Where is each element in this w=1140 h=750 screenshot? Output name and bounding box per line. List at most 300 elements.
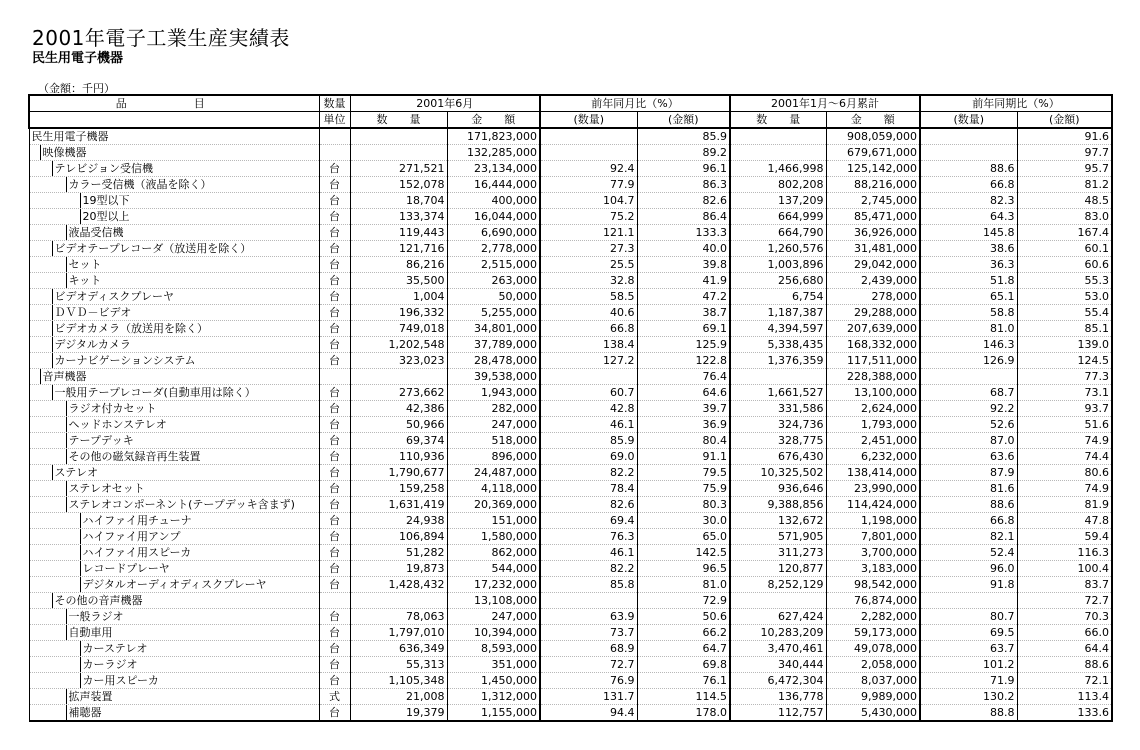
cell-amount: 1,312,000 <box>447 689 540 705</box>
cell-qty: 1,790,677 <box>350 465 447 481</box>
cell-yoy-qty: 72.7 <box>540 657 637 673</box>
cell-yoy-qty: 76.3 <box>540 529 637 545</box>
cell-yoy-amt: 64.6 <box>637 385 730 401</box>
header-cum-qty: 数 量 <box>730 112 826 129</box>
page-subtitle: 民生用電子機器 <box>32 51 124 66</box>
cell-qty: 35,500 <box>350 273 447 289</box>
cell-amount: 171,823,000 <box>447 128 540 145</box>
item-name: ＤＶＤ－ビデオ <box>52 305 319 320</box>
cell-cum-amt: 278,000 <box>826 289 920 305</box>
cell-cum-qty: 340,444 <box>730 657 826 673</box>
cell-yoy-qty: 66.8 <box>540 321 637 337</box>
cell-cum-qty: 256,680 <box>730 273 826 289</box>
table-row <box>29 465 1112 481</box>
cell-yoy-qty: 92.4 <box>540 161 637 177</box>
cell-cum-amt: 207,639,000 <box>826 321 920 337</box>
cell-yoy-amt: 69.1 <box>637 321 730 337</box>
cell-cyoy-amt: 85.1 <box>1017 321 1112 337</box>
header-cyoy-amount: (金額) <box>1017 112 1112 129</box>
cell-cyoy-qty: 96.0 <box>920 561 1017 577</box>
cell-yoy-qty: 63.9 <box>540 609 637 625</box>
cell-cum-qty <box>730 369 826 385</box>
item-name-cell <box>29 657 319 673</box>
cell-unit: 台 <box>319 561 350 577</box>
table-row <box>29 657 1112 673</box>
cell-cyoy-amt: 139.0 <box>1017 337 1112 353</box>
item-name-cell <box>29 545 319 561</box>
cell-qty <box>350 145 447 161</box>
cell-cum-amt: 2,624,000 <box>826 401 920 417</box>
cell-amount: 862,000 <box>447 545 540 561</box>
cell-yoy-qty: 46.1 <box>540 545 637 561</box>
cell-yoy-qty: 82.2 <box>540 561 637 577</box>
item-name-cell <box>29 337 319 353</box>
table-row <box>29 513 1112 529</box>
cell-unit: 台 <box>319 625 350 641</box>
cell-cum-qty: 571,905 <box>730 529 826 545</box>
cell-cum-amt: 3,700,000 <box>826 545 920 561</box>
cell-yoy-qty: 104.7 <box>540 193 637 209</box>
table-row <box>29 497 1112 513</box>
cell-yoy-qty: 82.6 <box>540 497 637 513</box>
cell-amount: 20,369,000 <box>447 497 540 513</box>
cell-qty: 273,662 <box>350 385 447 401</box>
cell-cum-amt: 76,874,000 <box>826 593 920 609</box>
cell-yoy-amt: 75.9 <box>637 481 730 497</box>
cell-unit: 台 <box>319 481 350 497</box>
cell-cyoy-qty <box>920 369 1017 385</box>
cell-qty: 51,282 <box>350 545 447 561</box>
cell-cyoy-amt: 116.3 <box>1017 545 1112 561</box>
table-row <box>29 417 1112 433</box>
table-body <box>29 128 1112 721</box>
cell-yoy-qty: 76.9 <box>540 673 637 689</box>
cell-cum-amt: 8,037,000 <box>826 673 920 689</box>
table-row <box>29 449 1112 465</box>
cell-unit: 台 <box>319 401 350 417</box>
item-name: デジタルカメラ <box>52 337 319 352</box>
cell-unit: 台 <box>319 433 350 449</box>
cell-cum-qty: 1,003,896 <box>730 257 826 273</box>
cell-cum-amt: 85,471,000 <box>826 209 920 225</box>
cell-cum-amt: 125,142,000 <box>826 161 920 177</box>
item-name: テレビジョン受信機 <box>52 161 319 176</box>
item-name: 19型以下 <box>80 193 319 208</box>
item-name: ステレオ <box>52 465 319 480</box>
cell-cum-amt: 29,042,000 <box>826 257 920 273</box>
header-unit-top: 数量 <box>319 95 350 112</box>
cell-amount: 400,000 <box>447 193 540 209</box>
item-name-cell <box>29 641 319 657</box>
table-row <box>29 545 1112 561</box>
cell-cum-qty: 664,999 <box>730 209 826 225</box>
cell-cum-amt: 1,198,000 <box>826 513 920 529</box>
cell-cyoy-amt: 97.7 <box>1017 145 1112 161</box>
cell-yoy-qty <box>540 145 637 161</box>
header-cum-amount: 金 額 <box>826 112 920 129</box>
item-name: ハイファイ用スピーカ <box>80 545 319 560</box>
table-row <box>29 273 1112 289</box>
cell-cyoy-qty: 68.7 <box>920 385 1017 401</box>
cell-cum-qty: 1,187,387 <box>730 305 826 321</box>
cell-unit: 台 <box>319 609 350 625</box>
cell-cyoy-amt: 73.1 <box>1017 385 1112 401</box>
cell-yoy-qty: 121.1 <box>540 225 637 241</box>
cell-cum-amt: 88,216,000 <box>826 177 920 193</box>
item-name-cell <box>29 289 319 305</box>
table-row <box>29 577 1112 593</box>
cell-qty: 18,704 <box>350 193 447 209</box>
cell-yoy-amt: 72.9 <box>637 593 730 609</box>
cell-cum-amt: 2,451,000 <box>826 433 920 449</box>
cell-cyoy-qty: 145.8 <box>920 225 1017 241</box>
production-table <box>28 94 1113 722</box>
cell-amount: 282,000 <box>447 401 540 417</box>
cell-cum-amt: 908,059,000 <box>826 128 920 145</box>
cell-amount: 50,000 <box>447 289 540 305</box>
item-name-cell <box>29 705 319 722</box>
cell-unit: 台 <box>319 209 350 225</box>
cell-amount: 544,000 <box>447 561 540 577</box>
cell-amount: 1,450,000 <box>447 673 540 689</box>
table-row <box>29 241 1112 257</box>
cell-cyoy-amt: 60.6 <box>1017 257 1112 273</box>
cell-unit: 台 <box>319 577 350 593</box>
table-row <box>29 177 1112 193</box>
cell-unit: 台 <box>319 305 350 321</box>
cell-cum-amt: 29,288,000 <box>826 305 920 321</box>
cell-cyoy-amt: 91.6 <box>1017 128 1112 145</box>
cell-cyoy-qty: 130.2 <box>920 689 1017 705</box>
item-name: ビデオカメラ（放送用を除く） <box>52 321 319 336</box>
item-name: 拡声装置 <box>66 689 319 704</box>
cell-cum-qty: 6,754 <box>730 289 826 305</box>
cell-yoy-qty <box>540 593 637 609</box>
cell-unit: 台 <box>319 385 350 401</box>
cell-yoy-amt: 39.7 <box>637 401 730 417</box>
cell-cum-amt: 6,232,000 <box>826 449 920 465</box>
cell-unit: 台 <box>319 273 350 289</box>
cell-cum-amt: 2,058,000 <box>826 657 920 673</box>
table-row <box>29 193 1112 209</box>
item-name-cell <box>29 385 319 401</box>
cell-cyoy-qty: 66.8 <box>920 177 1017 193</box>
cell-yoy-qty: 69.4 <box>540 513 637 529</box>
cell-cyoy-qty: 88.8 <box>920 705 1017 722</box>
cell-qty: 69,374 <box>350 433 447 449</box>
cell-yoy-amt: 96.5 <box>637 561 730 577</box>
cell-cum-qty: 676,430 <box>730 449 826 465</box>
cell-yoy-amt: 133.3 <box>637 225 730 241</box>
header-cumulative: 2001年1月～6月累計 <box>730 95 920 112</box>
cell-cyoy-amt: 93.7 <box>1017 401 1112 417</box>
cell-unit: 台 <box>319 225 350 241</box>
header-item: 品 目 <box>29 95 319 112</box>
cell-cyoy-amt: 77.3 <box>1017 369 1112 385</box>
table-row <box>29 225 1112 241</box>
cell-cum-qty: 9,388,856 <box>730 497 826 513</box>
cell-yoy-amt: 39.8 <box>637 257 730 273</box>
cell-yoy-amt: 50.6 <box>637 609 730 625</box>
table-row <box>29 353 1112 369</box>
cell-unit: 式 <box>319 689 350 705</box>
cell-cyoy-qty: 81.6 <box>920 481 1017 497</box>
item-name: その他の磁気録音再生装置 <box>66 449 319 464</box>
item-name-cell <box>29 561 319 577</box>
cell-unit: 台 <box>319 417 350 433</box>
header-yoy-qty: (数量) <box>540 112 637 129</box>
cell-unit <box>319 593 350 609</box>
header-row-1 <box>29 95 1112 112</box>
cell-yoy-qty: 68.9 <box>540 641 637 657</box>
table-row <box>29 641 1112 657</box>
table-row <box>29 385 1112 401</box>
cell-qty: 323,023 <box>350 353 447 369</box>
cell-yoy-qty: 25.5 <box>540 257 637 273</box>
cell-qty: 50,966 <box>350 417 447 433</box>
cell-qty: 110,936 <box>350 449 447 465</box>
item-name: デジタルオーディオディスクプレーヤ <box>80 577 319 592</box>
cell-cum-qty: 5,338,435 <box>730 337 826 353</box>
item-name-cell <box>29 481 319 497</box>
cell-yoy-amt: 40.0 <box>637 241 730 257</box>
cell-unit: 台 <box>319 449 350 465</box>
item-name: カーステレオ <box>80 641 319 656</box>
cell-cyoy-qty: 82.3 <box>920 193 1017 209</box>
cell-unit: 台 <box>319 337 350 353</box>
cell-amount: 1,943,000 <box>447 385 540 401</box>
item-name-cell <box>29 417 319 433</box>
cell-cum-amt: 59,173,000 <box>826 625 920 641</box>
item-name-cell <box>29 513 319 529</box>
header-row-2 <box>29 112 1112 129</box>
cell-amount: 1,155,000 <box>447 705 540 722</box>
item-name: ラジオ付カセット <box>66 401 319 416</box>
cell-yoy-amt: 85.9 <box>637 128 730 145</box>
cell-cum-amt: 23,990,000 <box>826 481 920 497</box>
cell-qty: 21,008 <box>350 689 447 705</box>
item-name-cell <box>29 625 319 641</box>
table-row <box>29 705 1112 722</box>
cell-yoy-amt: 81.0 <box>637 577 730 593</box>
cell-unit: 台 <box>319 257 350 273</box>
cell-unit <box>319 128 350 145</box>
cell-cyoy-qty: 63.6 <box>920 449 1017 465</box>
item-name-cell <box>29 577 319 593</box>
cell-yoy-qty: 32.8 <box>540 273 637 289</box>
item-name: 映像機器 <box>40 145 319 160</box>
table-row <box>29 209 1112 225</box>
item-name-cell <box>29 449 319 465</box>
item-name: レコードプレーヤ <box>80 561 319 576</box>
cell-cyoy-qty: 101.2 <box>920 657 1017 673</box>
item-name-cell <box>29 529 319 545</box>
item-name-cell <box>29 401 319 417</box>
cell-cum-amt: 2,745,000 <box>826 193 920 209</box>
item-name: 一般ラジオ <box>66 609 319 624</box>
cell-cyoy-amt: 72.7 <box>1017 593 1112 609</box>
cell-qty: 1,631,419 <box>350 497 447 513</box>
table-row <box>29 369 1112 385</box>
cell-cyoy-qty: 87.0 <box>920 433 1017 449</box>
cell-cum-qty: 311,273 <box>730 545 826 561</box>
item-name-cell <box>29 673 319 689</box>
page-title: 2001年電子工業生産実績表 <box>32 26 290 50</box>
cell-unit: 台 <box>319 545 350 561</box>
table-row <box>29 593 1112 609</box>
cell-qty <box>350 128 447 145</box>
cell-unit <box>319 145 350 161</box>
item-name: 自動車用 <box>66 625 319 640</box>
table-row <box>29 481 1112 497</box>
table-row <box>29 321 1112 337</box>
cell-amount: 151,000 <box>447 513 540 529</box>
cell-qty: 19,873 <box>350 561 447 577</box>
cell-yoy-amt: 142.5 <box>637 545 730 561</box>
cell-qty: 159,258 <box>350 481 447 497</box>
item-name: 20型以上 <box>80 209 319 224</box>
cell-yoy-amt: 80.3 <box>637 497 730 513</box>
cell-unit: 台 <box>319 673 350 689</box>
cell-cyoy-qty: 69.5 <box>920 625 1017 641</box>
cell-amount: 37,789,000 <box>447 337 540 353</box>
cell-unit: 台 <box>319 353 350 369</box>
cell-cum-qty: 802,208 <box>730 177 826 193</box>
cell-unit: 台 <box>319 497 350 513</box>
cell-cyoy-qty <box>920 593 1017 609</box>
item-name-cell <box>29 177 319 193</box>
cell-yoy-qty: 58.5 <box>540 289 637 305</box>
item-name: カー用スピーカ <box>80 673 319 688</box>
cell-amount: 16,444,000 <box>447 177 540 193</box>
cell-yoy-amt: 38.7 <box>637 305 730 321</box>
item-name-cell <box>29 353 319 369</box>
cell-unit: 台 <box>319 193 350 209</box>
header-yoy-cum: 前年同期比（%） <box>920 95 1112 112</box>
item-name-cell <box>29 609 319 625</box>
cell-cum-qty: 936,646 <box>730 481 826 497</box>
cell-qty: 1,797,010 <box>350 625 447 641</box>
cell-yoy-amt: 65.0 <box>637 529 730 545</box>
cell-cyoy-amt: 59.4 <box>1017 529 1112 545</box>
cell-cum-amt: 138,414,000 <box>826 465 920 481</box>
cell-yoy-qty: 127.2 <box>540 353 637 369</box>
item-name-cell <box>29 689 319 705</box>
cell-qty: 86,216 <box>350 257 447 273</box>
cell-cum-qty: 137,209 <box>730 193 826 209</box>
cell-cum-qty: 132,672 <box>730 513 826 529</box>
cell-amount: 247,000 <box>447 609 540 625</box>
cell-yoy-qty: 60.7 <box>540 385 637 401</box>
item-name: セット <box>66 257 319 272</box>
table-row <box>29 401 1112 417</box>
cell-yoy-qty: 42.8 <box>540 401 637 417</box>
item-name: 補聴器 <box>66 705 319 720</box>
item-name-cell <box>29 305 319 321</box>
cell-unit: 台 <box>319 529 350 545</box>
cell-cyoy-amt: 133.6 <box>1017 705 1112 722</box>
cell-cyoy-amt: 81.2 <box>1017 177 1112 193</box>
cell-yoy-amt: 125.9 <box>637 337 730 353</box>
cell-yoy-qty: 85.9 <box>540 433 637 449</box>
cell-cyoy-qty: 92.2 <box>920 401 1017 417</box>
cell-qty <box>350 369 447 385</box>
cell-amount: 896,000 <box>447 449 540 465</box>
cell-yoy-amt: 89.2 <box>637 145 730 161</box>
item-name-cell <box>29 369 319 385</box>
cell-yoy-qty: 85.8 <box>540 577 637 593</box>
cell-cyoy-amt: 113.4 <box>1017 689 1112 705</box>
cell-qty: 1,428,432 <box>350 577 447 593</box>
item-name: テープデッキ <box>66 433 319 448</box>
item-name-cell <box>29 193 319 209</box>
item-name-cell <box>29 497 319 513</box>
item-name-cell <box>29 161 319 177</box>
cell-amount: 4,118,000 <box>447 481 540 497</box>
cell-cum-amt: 98,542,000 <box>826 577 920 593</box>
cell-qty: 106,894 <box>350 529 447 545</box>
item-name: 音声機器 <box>40 369 319 384</box>
cell-cum-qty: 3,470,461 <box>730 641 826 657</box>
cell-cum-qty: 112,757 <box>730 705 826 722</box>
cell-amount: 247,000 <box>447 417 540 433</box>
cell-cum-qty: 136,778 <box>730 689 826 705</box>
cell-cyoy-amt: 83.7 <box>1017 577 1112 593</box>
cell-cyoy-qty: 36.3 <box>920 257 1017 273</box>
cell-cum-amt: 13,100,000 <box>826 385 920 401</box>
table-row <box>29 161 1112 177</box>
cell-cyoy-qty: 52.6 <box>920 417 1017 433</box>
cell-amount: 24,487,000 <box>447 465 540 481</box>
cell-cum-qty: 6,472,304 <box>730 673 826 689</box>
cell-cyoy-amt: 64.4 <box>1017 641 1112 657</box>
item-name-cell <box>29 241 319 257</box>
cell-unit <box>319 369 350 385</box>
cell-cum-qty: 4,394,597 <box>730 321 826 337</box>
item-name-cell <box>29 321 319 337</box>
cell-yoy-amt: 41.9 <box>637 273 730 289</box>
table-row <box>29 337 1112 353</box>
item-name-cell <box>29 257 319 273</box>
item-name: カーラジオ <box>80 657 319 672</box>
table-row <box>29 305 1112 321</box>
item-name-cell <box>29 225 319 241</box>
header-june: 2001年6月 <box>350 95 540 112</box>
cell-cum-amt: 5,430,000 <box>826 705 920 722</box>
item-name: ステレオセット <box>66 481 319 496</box>
cell-cyoy-qty: 146.3 <box>920 337 1017 353</box>
cell-qty: 271,521 <box>350 161 447 177</box>
cell-cum-amt: 2,282,000 <box>826 609 920 625</box>
cell-cum-qty: 331,586 <box>730 401 826 417</box>
cell-amount: 1,580,000 <box>447 529 540 545</box>
header-yoy-amount: (金額) <box>637 112 730 129</box>
cell-cyoy-amt: 167.4 <box>1017 225 1112 241</box>
cell-yoy-amt: 122.8 <box>637 353 730 369</box>
cell-unit: 台 <box>319 705 350 722</box>
cell-cum-qty <box>730 128 826 145</box>
item-name: ハイファイ用アンプ <box>80 529 319 544</box>
cell-cyoy-qty: 81.0 <box>920 321 1017 337</box>
table-row <box>29 561 1112 577</box>
cell-cum-qty <box>730 593 826 609</box>
cell-cyoy-amt: 51.6 <box>1017 417 1112 433</box>
cell-qty: 133,374 <box>350 209 447 225</box>
cell-yoy-amt: 178.0 <box>637 705 730 722</box>
cell-amount: 16,044,000 <box>447 209 540 225</box>
cell-cum-amt: 228,388,000 <box>826 369 920 385</box>
table-row <box>29 433 1112 449</box>
